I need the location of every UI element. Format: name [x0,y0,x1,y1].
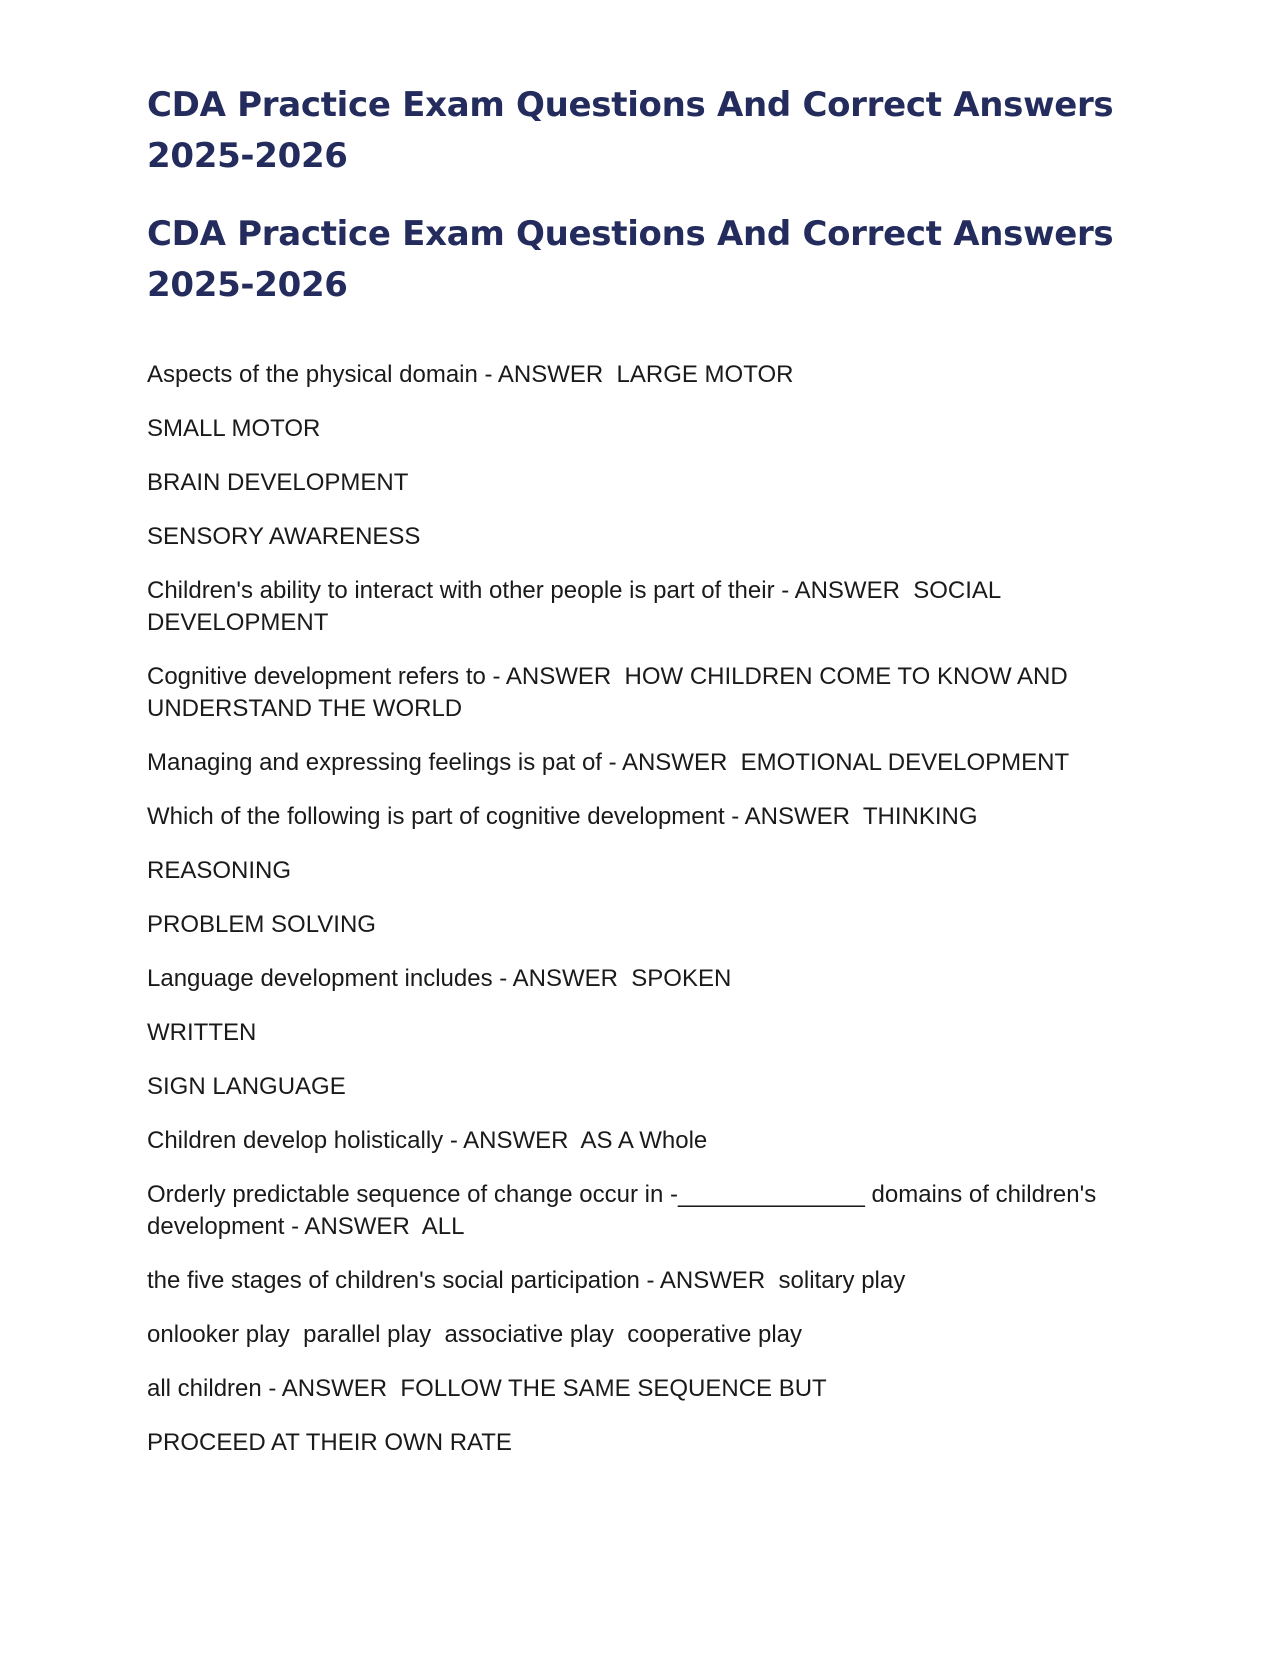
qa-list [147,359,1137,1459]
qa-paragraph: Which of the following is part of cognitive development - ANSWER THINKING [147,803,978,830]
qa-paragraph: REASONING [147,857,292,884]
qa-paragraph: Language development includes - ANSWER SPOKEN [147,965,732,992]
document-content [147,80,1137,1481]
qa-paragraph: Aspects of the physical domain - ANSWER LARGE MOTOR [147,361,794,388]
document-title: CDA Practice Exam Questions And Correct Answers 2025-2026 [147,85,1114,176]
qa-paragraph: SMALL MOTOR [147,415,321,442]
qa-paragraph: onlooker play parallel play associative play cooperative play [147,1321,803,1348]
qa-paragraph: Managing and expressing feelings is pat of - ANSWER EMOTIONAL DEVELOPMENT [147,749,1070,776]
qa-paragraph: PROCEED AT THEIR OWN RATE [147,1429,512,1456]
qa-paragraph: SENSORY AWARENESS [147,523,421,550]
qa-paragraph: PROBLEM SOLVING [147,911,376,938]
qa-paragraph: Cognitive development refers to - ANSWER HOW CHILDREN COME TO KNOW AND UNDERSTAND THE WORLD [147,663,1075,722]
qa-paragraph: Children's ability to interact with other people is part of their - ANSWER SOCIAL DEVELOPMENT [147,577,1008,636]
qa-paragraph: the five stages of children's social participation - ANSWER solitary play [147,1267,906,1294]
qa-paragraph: all children - ANSWER FOLLOW THE SAME SEQUENCE BUT [147,1375,827,1402]
document-title-repeat: CDA Practice Exam Questions And Correct Answers 2025-2026 [147,214,1114,305]
qa-paragraph: Children develop holistically - ANSWER AS A Whole [147,1127,708,1154]
qa-paragraph: SIGN LANGUAGE [147,1073,346,1100]
qa-paragraph: Orderly predictable sequence of change occur in -______________ domains of children's development - ANSWER ALL [147,1181,1103,1240]
qa-paragraph: BRAIN DEVELOPMENT [147,469,409,496]
qa-paragraph: WRITTEN [147,1019,257,1046]
